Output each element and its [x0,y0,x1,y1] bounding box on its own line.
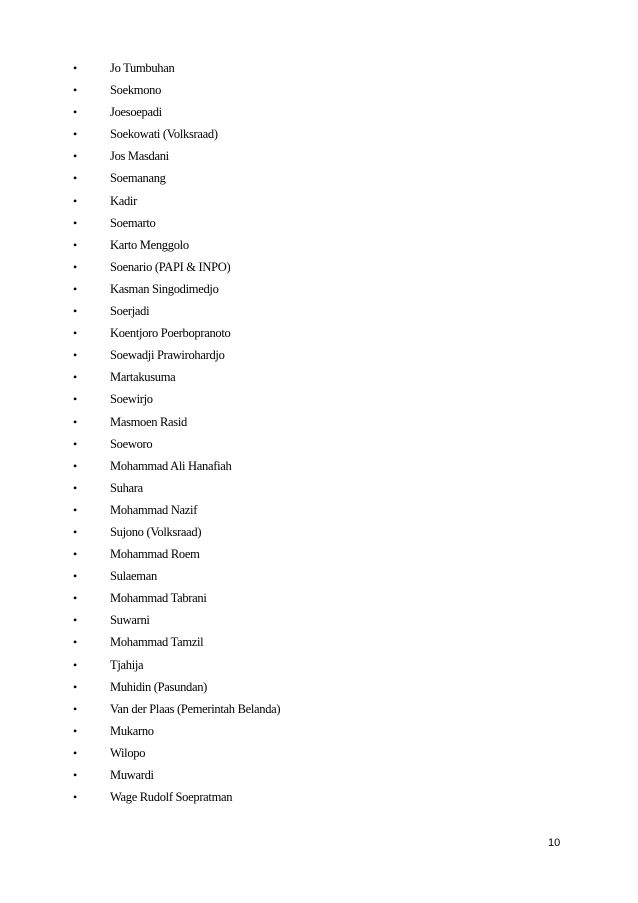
bullet-icon: • [73,723,77,738]
list-item [0,477,638,499]
list-item-text: Soemanang [110,171,166,186]
list-item-text: Mukarno [110,723,154,738]
list-item [0,234,638,256]
bullet-icon: • [73,348,77,363]
bullet-icon: • [73,480,77,495]
list-item [0,676,638,698]
list-item-text: Tjahija [110,657,144,672]
bullet-icon: • [73,83,77,98]
list-item-text: Soerjadi [110,304,150,319]
list-item [0,322,638,344]
list-item-text: Mohammad Tamzil [110,635,204,650]
list-item-text: Soewadji Prawirohardjo [110,348,225,363]
bullet-icon: • [73,569,77,584]
list-item [0,57,638,79]
list-item-text: Kasman Singodimedjo [110,281,219,296]
list-item [0,256,638,278]
list-item [0,543,638,565]
list-item-text: Mohammad Ali Hanafiah [110,458,232,473]
list-item-text: Kadir [110,193,137,208]
list-item-text: Soeworo [110,436,153,451]
bullet-icon: • [73,657,77,672]
list-item [0,366,638,388]
bullet-icon: • [73,105,77,120]
bullet-icon: • [73,414,77,429]
list-item [0,455,638,477]
list-item [0,79,638,101]
name-list [0,57,638,808]
bullet-icon: • [73,635,77,650]
list-item-text: Mohammad Roem [110,547,200,562]
list-item-text: Mohammad Nazif [110,502,198,517]
list-item-text: Wilopo [110,745,146,760]
list-item [0,499,638,521]
bullet-icon: • [73,502,77,517]
list-item [0,698,638,720]
bullet-icon: • [73,237,77,252]
list-item-text: Suwarni [110,613,150,628]
list-item [0,609,638,631]
bullet-icon: • [73,259,77,274]
list-item-text: Martakusuma [110,370,176,385]
bullet-icon: • [73,193,77,208]
bullet-icon: • [73,149,77,164]
list-item [0,123,638,145]
list-item [0,764,638,786]
bullet-icon: • [73,281,77,296]
list-item [0,631,638,653]
list-item-text: Soewirjo [110,392,153,407]
bullet-icon: • [73,436,77,451]
list-item-text: Muhidin (Pasundan) [110,679,208,694]
list-item-text: Muwardi [110,768,154,782]
list-item [0,654,638,676]
list-item [0,786,638,808]
list-item [0,433,638,455]
list-item [0,190,638,212]
bullet-icon: • [73,326,77,341]
list-item-text: Soekowati (Volksraad) [110,127,218,142]
list-item [0,521,638,543]
bullet-icon: • [73,171,77,186]
list-item-text: Soemarto [110,215,156,230]
list-item [0,278,638,300]
list-item-text: Suhara [110,480,143,495]
list-item [0,101,638,123]
page-number: 10 [548,837,561,849]
bullet-icon: • [73,679,77,694]
list-item-text: Sulaeman [110,569,157,584]
list-item-text: Jos Masdani [110,149,169,164]
list-item [0,300,638,322]
bullet-icon: • [73,591,77,606]
list-item [0,742,638,764]
list-item-text: Soenario (PAPI & INPO) [110,259,231,274]
list-item [0,167,638,189]
bullet-icon: • [73,790,77,805]
list-item [0,565,638,587]
list-item [0,388,638,410]
bullet-icon: • [73,215,77,230]
bullet-icon: • [73,701,77,716]
list-item [0,145,638,167]
bullet-icon: • [73,370,77,385]
bullet-icon: • [73,745,77,760]
bullet-icon: • [73,127,77,142]
bullet-icon: • [73,613,77,628]
list-item-text: Sujono (Volksraad) [110,524,202,539]
list-item [0,587,638,609]
list-item-text: Van der Plaas (Pemerintah Belanda) [110,701,281,716]
bullet-icon: • [73,61,77,75]
bullet-icon: • [73,547,77,562]
bullet-icon: • [73,458,77,473]
bullet-icon: • [73,768,77,782]
list-item-text: Koentjoro Poerbopranoto [110,326,231,341]
list-item [0,720,638,742]
list-item-text: Jo Tumbuhan [110,61,175,75]
list-item [0,411,638,433]
list-item-text: Karto Menggolo [110,237,189,252]
list-item-text: Soekmono [110,83,162,98]
bullet-icon: • [73,524,77,539]
list-item-text: Masmoen Rasid [110,414,187,429]
list-item-text: Mohammad Tabrani [110,591,207,606]
bullet-icon: • [73,304,77,319]
list-item-text: Wage Rudolf Soepratman [110,790,233,805]
list-item [0,212,638,234]
bullet-icon: • [73,392,77,407]
list-item [0,344,638,366]
list-item-text: Joesoepadi [110,105,162,120]
